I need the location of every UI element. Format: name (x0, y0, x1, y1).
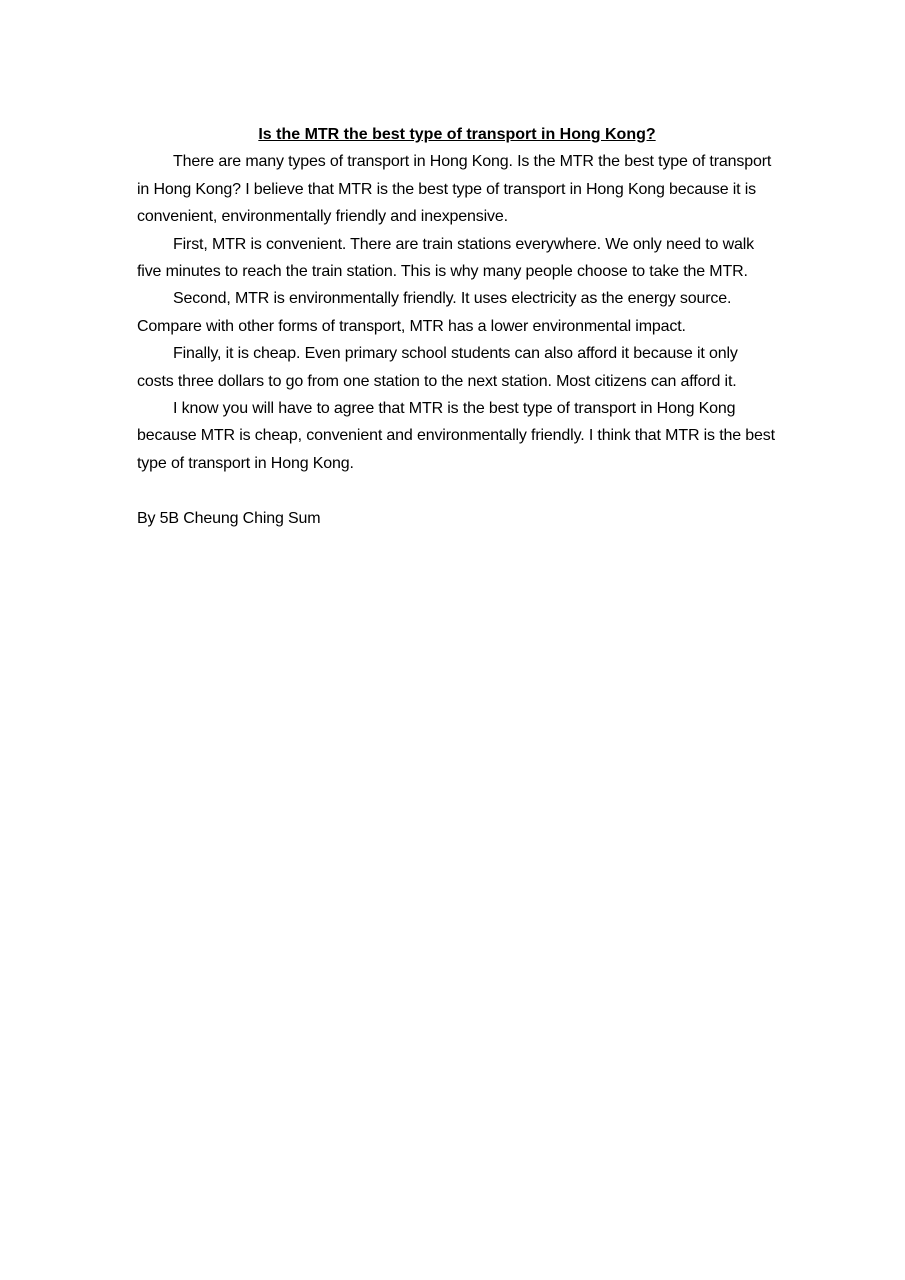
document-title: Is the MTR the best type of transport in Hong Kong? (258, 126, 656, 143)
paragraph-conclusion: I know you will have to agree that MTR is the best type of transport in Hong Kong because MTR is cheap, convenient and environmentally friendly. I think that MTR is the best type of transport in Hong Kong. (137, 400, 775, 472)
paragraph-cheap: Finally, it is cheap. Even primary school students can also afford it because it only costs three dollars to go from one station to the next station. Most citizens can afford it. (137, 345, 738, 390)
blank-line (137, 477, 777, 504)
paragraph-introduction: There are many types of transport in Hong Kong. Is the MTR the best type of transport in Hong Kong? I believe that MTR is the best type of transport in Hong Kong because it is convenient, environmentally friendly and inexpensive. (137, 153, 772, 226)
paragraph-convenient: First, MTR is convenient. There are train stations everywhere. We only need to walk five minutes to reach the train station. This is why many people choose to take the MTR. (137, 235, 754, 281)
paragraph-environment: Second, MTR is environmentally friendly. It uses electricity as the energy source. Compare with other forms of transport, MTR has a lower environmental impact. (137, 290, 732, 335)
author-byline: By 5B Cheung Ching Sum (137, 509, 321, 527)
document-page (137, 121, 777, 532)
